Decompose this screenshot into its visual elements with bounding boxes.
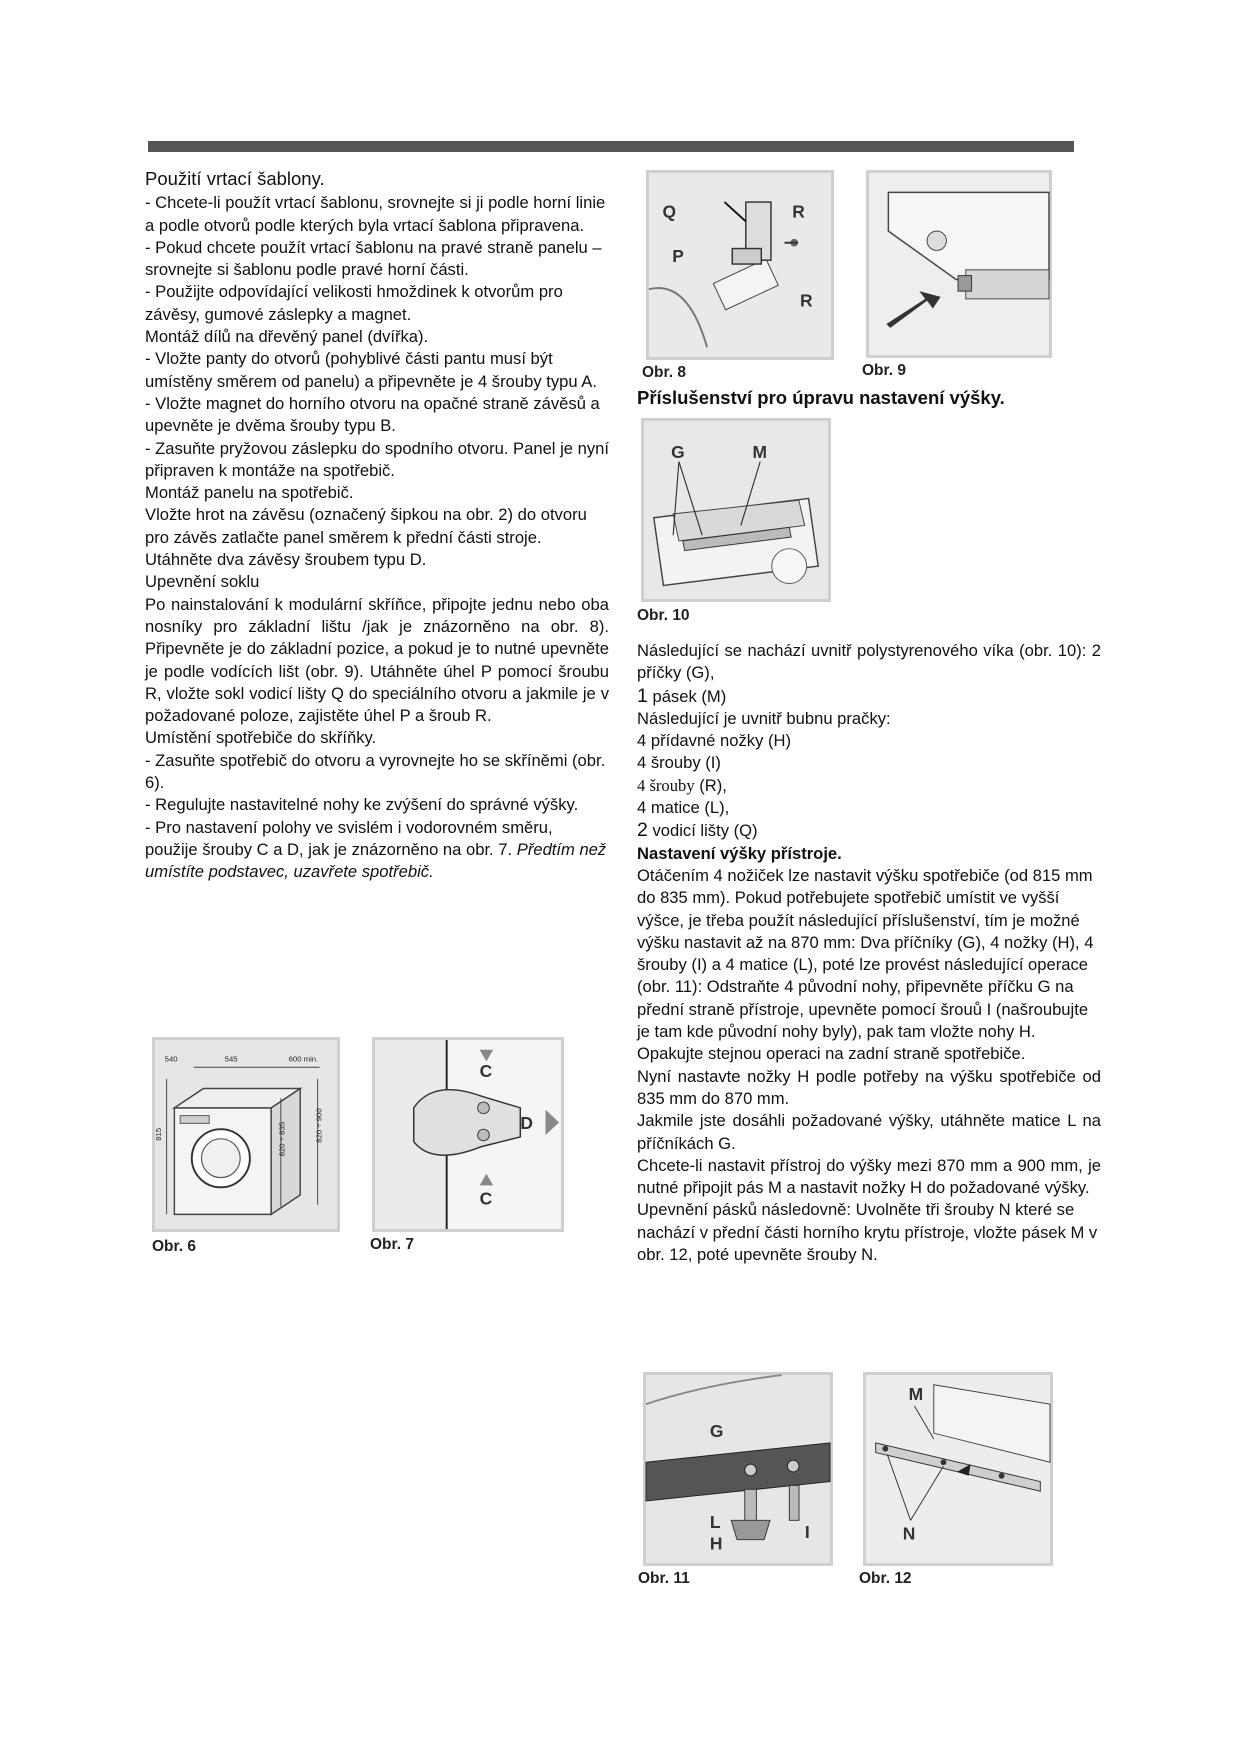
paragraph-text: - Pro nastavení polohy ve svislém i vodorovném směru, použije šrouby C a D, jak je znázorněno na obr. 7. [145, 817, 553, 859]
caption-obr10: Obr. 10 [637, 607, 690, 624]
label-m: M [752, 441, 767, 462]
figure-obr6 [152, 1037, 340, 1232]
subheading: Upevnění soklu [145, 572, 260, 592]
label-m: M [908, 1384, 924, 1405]
list-line-guide-rails [637, 819, 1101, 842]
list-line-text: pásek (M) [647, 686, 727, 706]
label-r-bottom: R [800, 290, 813, 311]
count-1: 1 [637, 684, 648, 707]
caption-obr11: Obr. 11 [638, 1570, 690, 1587]
heading-height-accessories: Příslušenství pro úpravu nastavení výšky. [637, 387, 1005, 408]
label-c-top: C [479, 1060, 493, 1081]
dim-545: 545 [224, 1054, 238, 1064]
left-column [145, 168, 609, 884]
caption-obr6: Obr. 6 [152, 1238, 196, 1255]
figure-obr7 [372, 1037, 564, 1232]
paragraph: Otáčením 4 nožiček lze nastavit výšku spotřebiče (od 815 mm do 835 mm). Pokud potřebujete spotřebič umístit ve vyšší výšce, je třeba použít následující příslušenství, tím je možné výšku nastavit až na 870 mm: Dva příčníky (G), 4 nožky (H), 4 šrouby (I) a 4 matice (L), poté lze provést následující operace (obr. 11): Odstraňte 4 původní nohy, připevněte příčku G na přední straně přístroje, upevněte pomocí šrouů I (našroubujte je tam kde původní nohy byly), pak tam vložte nohy H. Opakujte stejnou operaci na zadní straně spotřebiče. [637, 865, 1094, 1064]
paragraph: - Vložte magnet do horního otvoru na opačné straně závěsů a upevněte je dvěma šrouby typu B. [145, 393, 600, 436]
list-line-text: vodicí lišty (Q) [647, 821, 758, 841]
guide-rail-illustration [869, 173, 1049, 355]
paragraph: Nyní nastavte nožky H podle potřeby na výšku spotřebiče od 835 mm do 870 mm. [637, 1066, 1101, 1108]
list-line-text: 4 šrouby [637, 775, 695, 795]
figure-obr9 [866, 170, 1052, 358]
paragraph: - Chcete-li použít vrtací šablonu, srovnejte si ji podle horní linie a podle otvorů podle kterých byla vrtací šablona připravena. [145, 193, 606, 235]
strap-mounting-illustration [866, 1375, 1050, 1563]
crossbar-feet-illustration [646, 1375, 830, 1563]
section-title-drilling-template: Použití vrtací šablony. [145, 168, 325, 189]
label-i: I [804, 1521, 810, 1542]
subheading: Umístění spotřebiče do skříňky. [145, 728, 377, 748]
label-r-top: R [792, 201, 805, 222]
label-p: P [672, 246, 684, 267]
washer-in-cabinet-illustration [155, 1040, 337, 1229]
paragraph: Následující se nachází uvnitř polystyrenového víka (obr. 10): 2 příčky (G), [637, 641, 1101, 683]
subheading: Montáž dílů na dřevěný panel (dvířka). [145, 327, 429, 347]
paragraph: - Použijte odpovídající velikosti hmoždinek k otvorům pro závěsy, gumové záslepky a magnet. [145, 282, 563, 324]
paragraph: Následující je uvnitř bubnu pračky: [637, 708, 891, 728]
figure-obr8 [646, 170, 834, 360]
dim-600-min: 600 min. [288, 1054, 319, 1064]
paragraph: Chcete-li nastavit přístroj do výšky mezi 870 mm a 900 mm, je nutné připojit pás M a nastavit nožky H do požadované výšky. [637, 1155, 1101, 1198]
label-h: H [709, 1533, 723, 1554]
label-q: Q [662, 201, 677, 222]
caption-obr7: Obr. 7 [370, 1236, 414, 1253]
paragraph: - Regulujte nastavitelné nohy ke zvýšení do správné výšky. [145, 795, 579, 815]
polystyrene-lid-illustration [644, 421, 828, 599]
top-rule [148, 141, 1074, 152]
list-line: 4 přídavné nožky (H) [637, 731, 792, 751]
caption-obr9: Obr. 9 [862, 362, 906, 379]
paragraph [145, 817, 609, 884]
label-d: D [520, 1113, 533, 1134]
label-n: N [902, 1523, 916, 1544]
dim-815: 815 [153, 1127, 163, 1141]
figure-obr11 [643, 1372, 833, 1566]
label-g: G [671, 441, 685, 462]
figure-obr10 [641, 418, 831, 602]
italic-note: Předtím než umístíte podstavec, uzavřete spotřebič. [145, 839, 607, 882]
list-line-screws-r [637, 775, 1101, 797]
paragraph: - Zasuňte spotřebič do otvoru a vyrovnejte ho se skříněmi (obr. 6). [145, 750, 606, 793]
dim-540: 540 [164, 1054, 178, 1064]
paragraph: - Pokud chcete použít vrtací šablonu na pravé straně panelu – srovnejte si šablonu podle pravé horní části. [145, 237, 602, 280]
hinge-adjustment-illustration [375, 1040, 561, 1229]
paragraph: - Vložte panty do otvorů (pohyblivé části pantu musí být umístěny směrem od panelu) a připevněte je 4 šrouby typu A. [145, 349, 597, 391]
list-line: 4 matice (L), [637, 798, 730, 818]
paragraph: Jakmile jste dosáhli požadované výšky, utáhněte matice L na příčníkách G. [637, 1111, 1101, 1153]
dim-820-835: 820 ÷ 835 [277, 1121, 287, 1157]
base-bracket-illustration [649, 173, 831, 357]
label-c-bottom: C [479, 1188, 493, 1209]
count-2: 2 [637, 819, 648, 842]
paragraph: - Zasuňte pryžovou záslepku do spodního otvoru. Panel je nyní připraven k montáže na spotřebič. [145, 438, 609, 480]
paragraph: Upevnění pásků následovně: Uvolněte tři šrouby N které se nachází v přední části horního krytu přístroje, vložte pásek M v obr. 12, poté upevněte šrouby N. [637, 1200, 1098, 1265]
caption-obr8: Obr. 8 [642, 364, 686, 381]
subheading-height-setting: Nastavení výšky přístroje. [637, 843, 842, 863]
paragraph: Vložte hrot na závěsu (označený šipkou na obr. 2) do otvoru pro závěs zatlačte panel směrem k přední části stroje. Utáhněte dva závěsy šroubem typu D. [145, 505, 587, 570]
paragraph: Po nainstalování k modulární skříňce, připojte jednu nebo oba nosníky pro základní lištu /jak je znázorněno na obr. 8). Připevněte je do základní pozice, a pokud je to nutné upevněte je podle vodících lišt (obr. 9). Utáhněte úhel P pomocí šroubu R, vložte sokl vodicí lišty Q do speciálního otvoru a jakmile je v požadované poloze, zajistěte úhel P a šroub R. [145, 594, 609, 726]
list-line-text: (R), [694, 775, 727, 795]
label-l: L [709, 1512, 721, 1533]
list-line: 4 šrouby (I) [637, 753, 721, 773]
list-line-strap [637, 685, 1101, 708]
right-column [637, 640, 1101, 1266]
figure-obr12 [863, 1372, 1053, 1566]
dim-820-900: 820 ÷ 900 [314, 1108, 324, 1143]
caption-obr12: Obr. 12 [859, 1570, 912, 1587]
subheading: Montáž panelu na spotřebič. [145, 483, 354, 503]
label-g: G [709, 1421, 724, 1442]
